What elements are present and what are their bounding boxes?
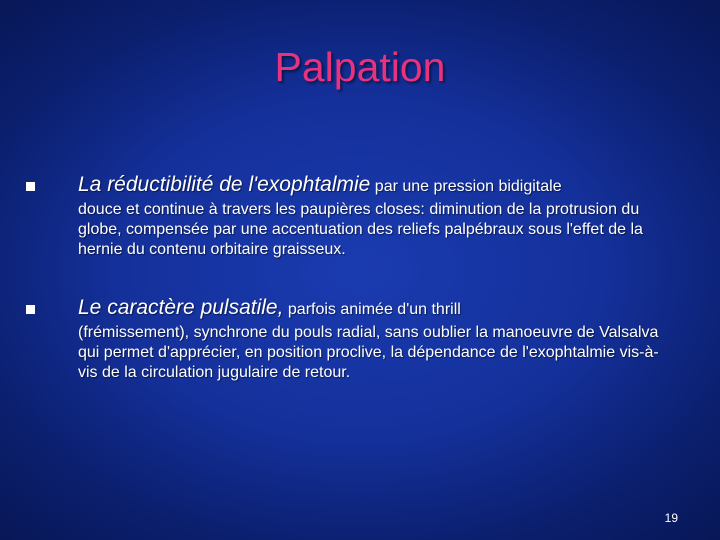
square-bullet-icon — [26, 305, 35, 314]
bullet-lead-weak: parfois animée d'un thrill — [283, 301, 461, 318]
bullet-lead-strong: Le caractère pulsatile, — [78, 296, 284, 319]
square-bullet-icon — [26, 182, 35, 191]
page-number: 19 — [664, 511, 678, 525]
bullet-lead-strong: La réductibilité de l'exophtalmie — [78, 173, 371, 196]
bullet-body: (frémissement), synchrone du pouls radial, sans oublier la manoeuvre de Valsalva qui permet d'apprécier, en position proclive, la dépendance de l'exophtalmie vis-à-vis de la circulation jugulaire de retour. — [78, 324, 659, 381]
slide-title: Palpation — [274, 44, 446, 90]
bullet-lead — [78, 172, 562, 200]
bullet-lead-weak: par une pression bidigitale — [370, 178, 562, 195]
bullet-body: douce et continue à travers les paupières closes: diminution de la protrusion du globe, compensée par une accentuation des reliefs palpébraux sous l'effet de la hernie du contenu orbitaire graisseux. — [78, 201, 643, 258]
bullet-lead — [78, 295, 461, 323]
